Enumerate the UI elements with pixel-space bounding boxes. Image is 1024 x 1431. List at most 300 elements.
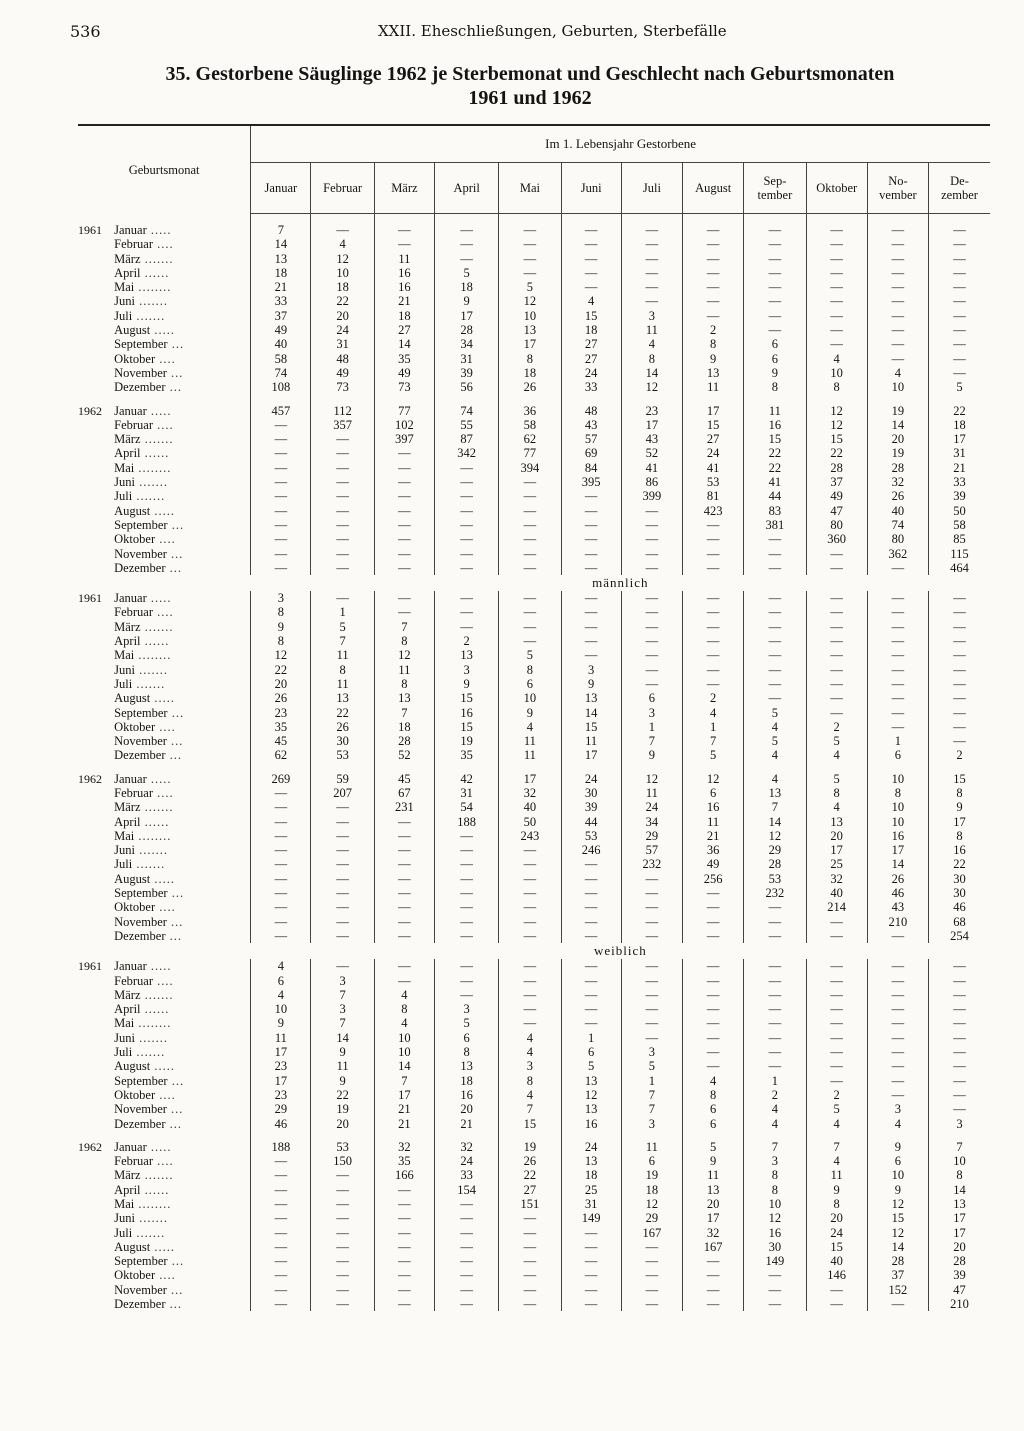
table-cell: — [435, 1240, 499, 1254]
leader-dots: ...... [140, 446, 170, 461]
table-cell: 16 [435, 706, 499, 720]
table-cell: 6 [683, 1117, 744, 1131]
table-cell: 6 [561, 1045, 621, 1059]
table-cell: 13 [435, 648, 499, 662]
table-cell: — [311, 929, 374, 943]
table-cell: 86 [621, 475, 682, 489]
birth-month-label [114, 1254, 251, 1268]
table-cell: — [806, 677, 867, 691]
table-cell: 49 [806, 489, 867, 503]
table-cell: — [311, 561, 374, 575]
year-label: 1962 [78, 1139, 102, 1154]
table-cell: 28 [374, 734, 434, 748]
table-cell: 14 [251, 237, 311, 251]
table-row [78, 237, 990, 251]
table-cell: 10 [311, 266, 374, 280]
table-cell: 14 [374, 1059, 434, 1073]
table-cell: — [744, 929, 806, 943]
table-row [78, 1211, 990, 1225]
year-label [78, 1074, 114, 1088]
table-cell: 399 [621, 489, 682, 503]
table-cell: — [744, 691, 806, 705]
table-cell: 207 [311, 786, 374, 800]
table-cell: 20 [929, 1240, 990, 1254]
birth-month-text: August [114, 1239, 151, 1254]
birth-month-label [114, 677, 251, 691]
table-cell: — [561, 605, 621, 619]
table-cell: — [744, 266, 806, 280]
table-cell: — [499, 237, 561, 251]
year-label [78, 532, 114, 546]
table-cell: 46 [251, 1117, 311, 1131]
birth-month-text: September [114, 886, 168, 901]
table-cell: 210 [929, 1297, 990, 1311]
table-cell: 11 [744, 404, 806, 418]
leader-dots: ....... [134, 475, 168, 490]
table-cell: — [561, 280, 621, 294]
table-cell: — [621, 532, 682, 546]
year-label [78, 561, 114, 575]
year-label [78, 829, 114, 843]
table-row [78, 1140, 990, 1154]
leader-dots: ... [166, 1102, 184, 1117]
title-line-2: 1961 und 1962 [468, 87, 592, 109]
leader-dots: ........ [134, 1016, 172, 1031]
leader-dots: ... [167, 337, 185, 352]
table-cell: 9 [867, 1140, 928, 1154]
table-row [78, 252, 990, 266]
table-cell: — [621, 648, 682, 662]
table-cell: 35 [251, 720, 311, 734]
table-cell: 30 [929, 886, 990, 900]
table-cell: — [683, 959, 744, 973]
table-cell: — [251, 532, 311, 546]
table-cell: 108 [251, 380, 311, 394]
table-cell: 149 [561, 1211, 621, 1225]
table-cell: — [806, 252, 867, 266]
table-cell: 22 [744, 446, 806, 460]
table-cell: 42 [435, 772, 499, 786]
table-cell: — [435, 504, 499, 518]
table-cell: 13 [806, 815, 867, 829]
table-cell: — [374, 1297, 434, 1311]
birth-month-label [114, 734, 251, 748]
table-cell: — [929, 677, 990, 691]
table-cell: 10 [374, 1031, 434, 1045]
table-cell: 17 [251, 1045, 311, 1059]
leader-dots: .... [153, 417, 174, 432]
table-cell: — [311, 547, 374, 561]
table-cell: 13 [561, 1102, 621, 1116]
birth-month-text: März [114, 619, 141, 634]
year-label [78, 748, 114, 762]
table-cell: — [311, 1197, 374, 1211]
table-cell: 13 [744, 786, 806, 800]
birth-month-text: Oktober [114, 1268, 156, 1283]
table-cell: 85 [929, 532, 990, 546]
table-cell: — [744, 915, 806, 929]
leader-dots: ....... [134, 1030, 168, 1045]
table-cell: — [867, 974, 928, 988]
table-cell: — [499, 223, 561, 237]
table-cell: — [561, 634, 621, 648]
birth-month-text: November [114, 365, 167, 380]
table-cell: 8 [621, 352, 682, 366]
table-cell: — [374, 591, 434, 605]
table-row [78, 266, 990, 280]
table-cell: 21 [374, 1102, 434, 1116]
table-cell: 4 [311, 237, 374, 251]
table-cell: 7 [311, 988, 374, 1002]
table-cell: — [744, 237, 806, 251]
table-row [78, 720, 990, 734]
table-cell: 27 [561, 337, 621, 351]
leader-dots: ... [167, 1254, 185, 1269]
table-row [78, 547, 990, 561]
birth-month-text: September [114, 1254, 168, 1269]
birth-month-text: November [114, 914, 167, 929]
table-cell: 32 [683, 1226, 744, 1240]
table-row [78, 352, 990, 366]
table-cell: — [499, 489, 561, 503]
table-cell: — [251, 800, 311, 814]
table-cell: 57 [621, 843, 682, 857]
table-cell: — [683, 974, 744, 988]
table-cell: 362 [867, 547, 928, 561]
table-cell: — [683, 1002, 744, 1016]
table-cell: — [499, 988, 561, 1002]
table-cell: 14 [929, 1183, 990, 1197]
leader-dots: .... [153, 605, 174, 620]
table-cell: 21 [251, 280, 311, 294]
table-cell: 39 [561, 800, 621, 814]
table-cell: — [435, 974, 499, 988]
column-header: De- zember [929, 163, 990, 214]
table-cell: — [867, 1297, 928, 1311]
table-cell: — [311, 829, 374, 843]
birth-month-label [114, 663, 251, 677]
table-cell: — [683, 1031, 744, 1045]
table-row [78, 974, 990, 988]
table-cell: — [435, 915, 499, 929]
table-cell: — [435, 829, 499, 843]
table-cell: — [929, 1002, 990, 1016]
table-cell: — [806, 223, 867, 237]
table-cell: — [435, 857, 499, 871]
table-cell: — [499, 1254, 561, 1268]
table-cell: — [435, 1197, 499, 1211]
table-cell: 2 [806, 720, 867, 734]
table-cell: 232 [744, 886, 806, 900]
birth-month-text: Dezember [114, 380, 166, 395]
table-row [78, 648, 990, 662]
table-cell: 16 [744, 418, 806, 432]
table-cell: — [374, 237, 434, 251]
table-cell: 32 [435, 1140, 499, 1154]
table-cell: 74 [251, 366, 311, 380]
table-cell: 167 [683, 1240, 744, 1254]
birth-month-label [114, 432, 251, 446]
table-cell: — [806, 1002, 867, 1016]
table-cell: — [374, 1197, 434, 1211]
table-cell: — [929, 1016, 990, 1030]
table-cell: — [867, 605, 928, 619]
table-cell: — [621, 677, 682, 691]
table-cell: — [499, 620, 561, 634]
table-cell: 36 [683, 843, 744, 857]
birth-month-text: Juli [114, 1225, 133, 1240]
table-cell: — [561, 620, 621, 634]
table-cell: 17 [251, 1074, 311, 1088]
table-cell: 28 [806, 461, 867, 475]
table-cell: 12 [806, 418, 867, 432]
table-cell: — [374, 929, 434, 943]
table-cell: — [435, 988, 499, 1002]
birth-month-label [114, 1268, 251, 1282]
table-cell: — [561, 872, 621, 886]
birth-month-text: August [114, 691, 151, 706]
table-cell: — [806, 605, 867, 619]
year-label [78, 1117, 114, 1131]
table-cell: 26 [499, 1154, 561, 1168]
table-cell: — [435, 547, 499, 561]
leader-dots: .... [153, 785, 174, 800]
table-cell: 17 [683, 1211, 744, 1225]
table-cell: 21 [929, 461, 990, 475]
table-cell: — [867, 1002, 928, 1016]
table-cell: — [621, 280, 682, 294]
leader-dots: ...... [140, 265, 170, 280]
leader-dots: ........ [134, 280, 172, 295]
table-cell: 4 [621, 337, 682, 351]
table-cell: — [621, 634, 682, 648]
birth-month-text: Mai [114, 1197, 135, 1211]
table-cell: — [929, 1045, 990, 1059]
birth-month-text: Januar [114, 1139, 147, 1154]
table-cell: — [311, 489, 374, 503]
table-cell: 7 [929, 1140, 990, 1154]
table-cell: 12 [683, 772, 744, 786]
birth-month-label [114, 461, 251, 475]
table-cell: 8 [806, 1197, 867, 1211]
table-row [78, 1031, 990, 1045]
birth-month-label [114, 518, 251, 532]
birth-month-label [114, 1283, 251, 1297]
table-cell: 4 [374, 988, 434, 1002]
leader-dots: ....... [132, 676, 166, 691]
table-cell: 35 [374, 352, 434, 366]
table-row [78, 223, 990, 237]
table-cell: 8 [374, 677, 434, 691]
table-cell: 8 [683, 1088, 744, 1102]
table-cell: 15 [561, 309, 621, 323]
table-cell: 7 [311, 1016, 374, 1030]
table-cell: — [683, 1016, 744, 1030]
table-cell: — [806, 1031, 867, 1045]
table-cell: 16 [435, 1088, 499, 1102]
table-cell: — [806, 959, 867, 973]
table-cell: 37 [251, 309, 311, 323]
year-label [78, 518, 114, 532]
leader-dots: .... [153, 973, 174, 988]
table-cell: 30 [311, 734, 374, 748]
leader-dots: ....... [140, 800, 174, 815]
table-cell: — [374, 857, 434, 871]
table-cell: — [867, 634, 928, 648]
table-cell: — [251, 1154, 311, 1168]
table-cell: — [806, 337, 867, 351]
table-cell: — [311, 1268, 374, 1282]
table-cell: 17 [867, 843, 928, 857]
table-cell: 21 [683, 829, 744, 843]
table-cell: 188 [251, 1140, 311, 1154]
table-cell: 39 [929, 1268, 990, 1282]
year-label [78, 677, 114, 691]
table-cell: 4 [744, 1117, 806, 1131]
table-cell: 20 [435, 1102, 499, 1116]
table-cell: 43 [867, 900, 928, 914]
table-row [78, 504, 990, 518]
table-cell: 18 [621, 1183, 682, 1197]
table-cell: — [374, 843, 434, 857]
table-row [78, 1059, 990, 1073]
table-cell: — [499, 1283, 561, 1297]
table-cell: 20 [806, 1211, 867, 1225]
column-header: Juni [561, 163, 621, 214]
table-cell: 83 [744, 504, 806, 518]
table-cell: 35 [374, 1154, 434, 1168]
table-cell: — [621, 504, 682, 518]
table-cell: — [374, 518, 434, 532]
table-cell: — [744, 959, 806, 973]
table-cell: — [867, 1031, 928, 1045]
table-cell: 246 [561, 843, 621, 857]
table-cell: — [744, 1031, 806, 1045]
year-label [78, 366, 114, 380]
table-cell: — [929, 620, 990, 634]
table-cell: 13 [311, 691, 374, 705]
table-cell: 4 [744, 1102, 806, 1116]
table-row [78, 1268, 990, 1282]
table-cell: — [683, 1268, 744, 1282]
table-cell: 11 [311, 677, 374, 691]
year-label [78, 489, 114, 503]
birth-month-label [114, 786, 251, 800]
table-cell: 29 [621, 829, 682, 843]
table-cell: 2 [683, 691, 744, 705]
table-cell: — [311, 446, 374, 460]
table-cell: 31 [435, 352, 499, 366]
table-cell: — [744, 988, 806, 1002]
table-cell: 49 [683, 857, 744, 871]
table-cell: 8 [744, 1168, 806, 1182]
table-cell: 17 [561, 748, 621, 762]
birth-month-text: August [114, 503, 151, 518]
table-cell: — [683, 988, 744, 1002]
table-row [78, 1226, 990, 1240]
table-cell: — [744, 605, 806, 619]
table-cell: — [374, 446, 434, 460]
table-cell: — [929, 323, 990, 337]
table-cell: — [311, 1211, 374, 1225]
leader-dots: ........ [134, 828, 172, 843]
table-cell: 9 [561, 677, 621, 691]
table-cell: — [435, 959, 499, 973]
table-cell: 9 [251, 620, 311, 634]
table-cell: — [561, 518, 621, 532]
table-cell: 67 [374, 786, 434, 800]
table-cell: — [683, 605, 744, 619]
table-cell: 50 [929, 504, 990, 518]
table-cell: 8 [806, 786, 867, 800]
table-cell: 6 [867, 1154, 928, 1168]
table-cell: — [806, 294, 867, 308]
birth-month-label [114, 1059, 251, 1073]
table-cell: 22 [499, 1168, 561, 1182]
table-cell: 31 [435, 786, 499, 800]
table-cell: — [435, 886, 499, 900]
table-cell: 17 [683, 404, 744, 418]
birth-month-label [114, 706, 251, 720]
table-cell: — [929, 223, 990, 237]
table-cell: 342 [435, 446, 499, 460]
table-cell: 13 [561, 1074, 621, 1088]
table-cell: 12 [561, 1088, 621, 1102]
birth-month-label [114, 634, 251, 648]
table-cell: — [683, 620, 744, 634]
table-cell: — [867, 1074, 928, 1088]
birth-month-text: Februar [114, 417, 154, 432]
birth-month-label [114, 1016, 251, 1030]
table-cell: 12 [867, 1226, 928, 1240]
table-cell: 5 [806, 1102, 867, 1116]
table-cell: — [744, 223, 806, 237]
leader-dots: .... [153, 237, 174, 252]
table-cell: — [744, 677, 806, 691]
table-cell: 53 [311, 748, 374, 762]
birth-month-text: März [114, 800, 141, 815]
table-cell: 4 [744, 772, 806, 786]
table-cell: 52 [374, 748, 434, 762]
table-cell: — [435, 461, 499, 475]
table-cell: — [683, 648, 744, 662]
table-cell: 26 [867, 489, 928, 503]
table-cell: 3 [311, 974, 374, 988]
table-cell: — [561, 1254, 621, 1268]
table-cell: 17 [435, 309, 499, 323]
birth-month-text: November [114, 1282, 167, 1297]
table-cell: — [683, 223, 744, 237]
leader-dots: ...... [140, 634, 170, 649]
table-cell: 4 [251, 988, 311, 1002]
table-cell: — [929, 605, 990, 619]
mortality-table [78, 124, 990, 1311]
table-cell: — [561, 223, 621, 237]
table-cell: — [311, 1240, 374, 1254]
table-cell: 6 [867, 748, 928, 762]
table-cell: 2 [435, 634, 499, 648]
table-cell: — [251, 475, 311, 489]
leader-dots: ... [165, 1116, 182, 1131]
birth-month-text: Mai [114, 460, 135, 475]
table-cell: 18 [561, 1168, 621, 1182]
table-cell: 11 [561, 734, 621, 748]
table-cell: 15 [806, 432, 867, 446]
table-cell: 12 [744, 1211, 806, 1225]
table-cell: — [867, 266, 928, 280]
table-cell: 5 [561, 1059, 621, 1073]
table-cell: — [867, 237, 928, 251]
